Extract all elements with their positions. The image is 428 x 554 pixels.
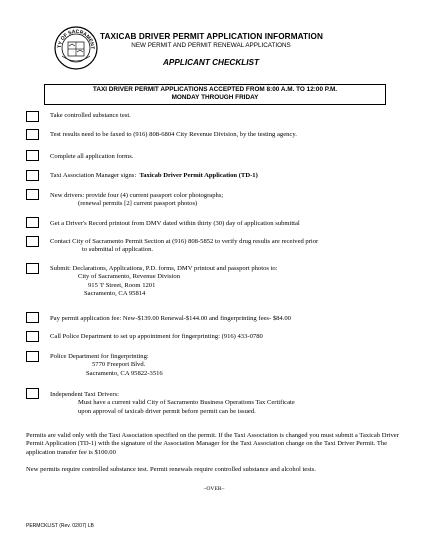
- checkbox-dmv-record[interactable]: [26, 217, 39, 228]
- checkbox-fax-results[interactable]: [26, 129, 39, 140]
- police-line-2: 5770 Freeport Blvd.: [92, 361, 146, 369]
- document-subtitle: NEW PERMIT AND PERMIT RENEWAL APPLICATIONS: [131, 42, 291, 49]
- notice-line-2: MONDAY THROUGH FRIDAY: [171, 94, 259, 102]
- item-police-dept: [50, 353, 163, 378]
- independent-line-2: Must have a current valid City of Sacramento Business Operations Tax Certificate: [78, 399, 295, 407]
- manager-sign-form-name: Taxicab Driver Permit Application (TD-1): [139, 172, 258, 179]
- item-fees: Pay permit application fee: New-$139.00 Renewal-$144.00 and fingerprinting fees- $84.00: [50, 315, 291, 322]
- checkbox-police-call[interactable]: [26, 331, 39, 342]
- item-submit: [50, 265, 278, 299]
- independent-line-1: Independent Taxi Drivers:: [50, 391, 119, 398]
- checkbox-substance-test[interactable]: [26, 111, 39, 122]
- submit-line-3: 915 'I' Street, Room 1201: [88, 281, 156, 289]
- checklist-heading: APPLICANT CHECKLIST: [163, 58, 259, 67]
- item-manager-sign: [50, 172, 258, 180]
- new-permits-paragraph: New permits require controlled substance test. Permit renewals require controlled substance and alcohol tests.: [26, 466, 316, 473]
- checkbox-submit[interactable]: [26, 263, 39, 274]
- police-line-3: Sacramento, CA 95822-3516: [86, 369, 163, 377]
- item-fax-results: Test results need to be faxed to (916) 808-6804 City Revenue Division, by the testing agency.: [50, 131, 297, 138]
- submit-line-1: Submit: Declarations, Applications, P.D. forms, DMV printout and passport photos to:: [50, 265, 278, 272]
- item-contact-permit: [50, 238, 318, 255]
- police-line-1: Police Department for fingerprinting:: [50, 353, 149, 360]
- photos-line-2: (renewal permits [2] current passport photos): [78, 200, 198, 208]
- item-dmv-record: Get a Driver's Record printout from DMV dated within thirty (30) day of application submittal: [50, 220, 300, 227]
- over-indicator: –OVER–: [203, 486, 225, 492]
- item-complete-forms: Complete all application forms.: [50, 153, 134, 160]
- checkbox-contact-permit[interactable]: [26, 236, 39, 247]
- hours-notice-box: [44, 84, 386, 105]
- submit-line-4: Sacramento, CA 95814: [84, 290, 146, 298]
- manager-sign-label: Taxi Association Manager signs:: [50, 172, 137, 179]
- checkbox-independent[interactable]: [26, 388, 39, 399]
- item-photos: [50, 192, 223, 209]
- city-seal-logo: [54, 26, 98, 70]
- valid-permits-paragraph: Permits are valid only with the Taxi Association specified on the permit. If the Taxi Association is changed you must submit a Taxicab Driver Permit Application (TD-1) with the signature of the Association Manager for the Taxi Association change on the Taxi Driver Permit. The application transfer fee is $100.00: [26, 432, 399, 456]
- checkbox-police-dept[interactable]: [26, 351, 39, 362]
- document-title: TAXICAB DRIVER PERMIT APPLICATION INFORMATION: [100, 32, 323, 41]
- checkbox-complete-forms[interactable]: [26, 150, 39, 161]
- form-revision-id: PERMCKLIST (Rev. 02/07) LB: [26, 523, 94, 529]
- checkbox-photos[interactable]: [26, 189, 39, 200]
- submit-line-2: City of Sacramento, Revenue Division: [78, 273, 181, 281]
- item-independent: [50, 391, 295, 416]
- checkbox-fees[interactable]: [26, 312, 39, 323]
- contact-line-1: Contact City of Sacramento Permit Section at (916) 808-5852 to verify drug results are received prior: [50, 238, 319, 245]
- checkbox-manager-sign[interactable]: [26, 170, 39, 181]
- notice-line-1: TAXI DRIVER PERMIT APPLICATIONS ACCEPTED FROM 8:00 A.M. TO 12:00 P.M.: [92, 86, 338, 93]
- contact-line-2: to submittal of application.: [82, 246, 154, 254]
- svg-text:CITY OF SACRAMENTO: TY OF SACRAMENT: [56, 28, 96, 50]
- item-substance-test: Take controlled substance test.: [50, 112, 131, 119]
- item-police-call: Call Police Department to set up appointment for fingerprinting: (916) 433-0780: [50, 333, 263, 340]
- photos-line-1: New drivers: provide four (4) current passport color photographs;: [50, 192, 224, 199]
- independent-line-3: upon approval of taxicab driver permit before permit can be issued.: [78, 407, 256, 415]
